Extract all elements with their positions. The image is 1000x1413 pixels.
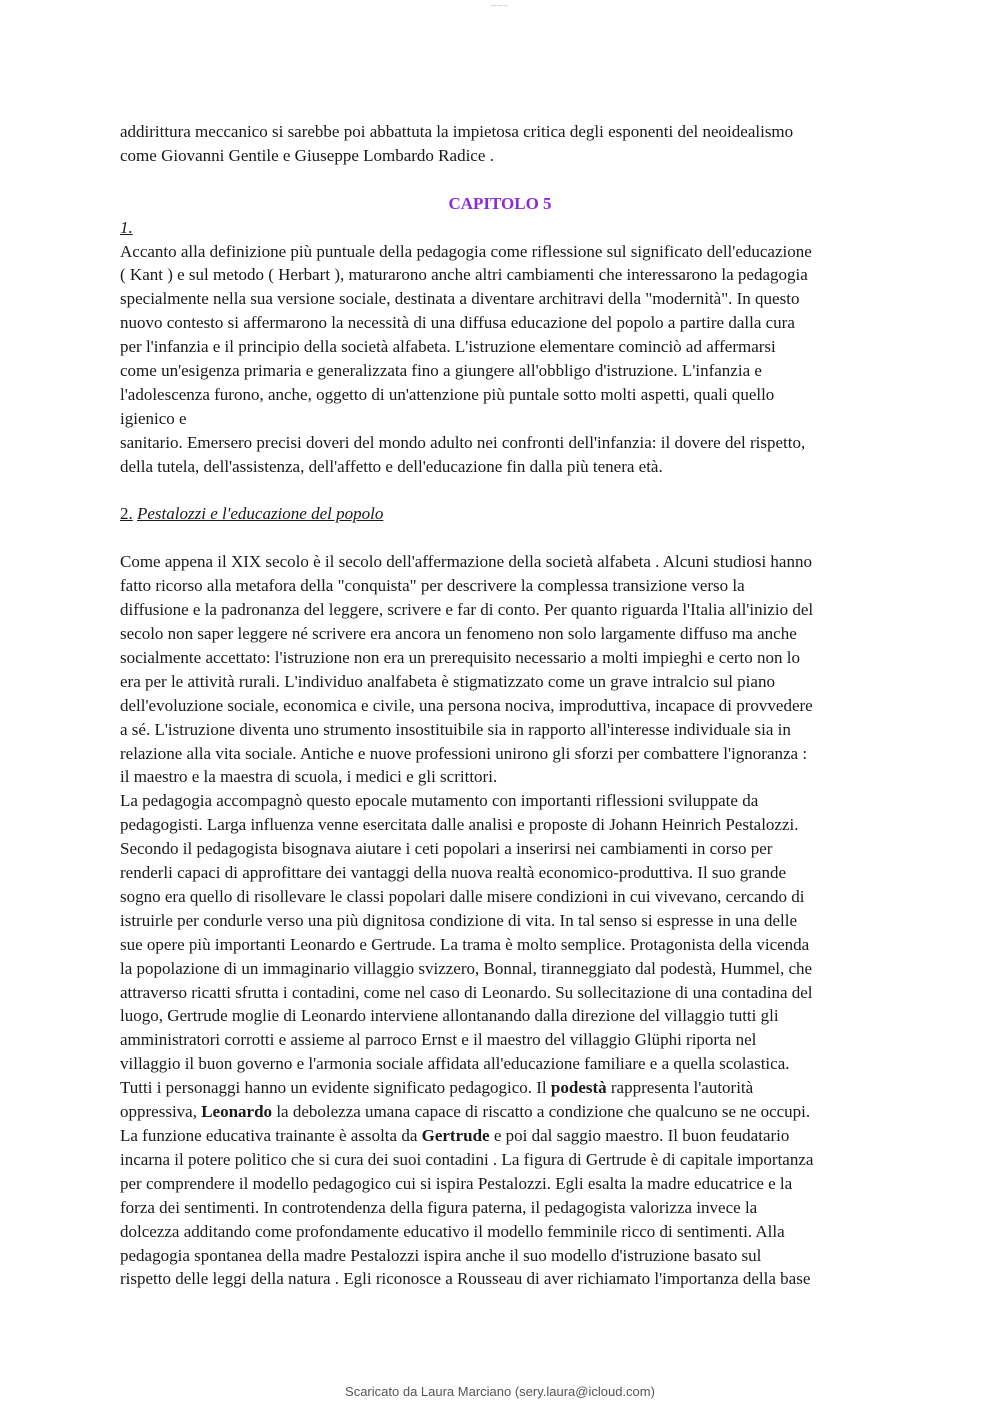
section-heading-number: 2. (120, 504, 133, 524)
text-line: La pedagogia accompagnò questo epocale mutamento con importanti riflessioni sviluppate da (120, 791, 759, 811)
text-line: Tutti i personaggi hanno un evidente significato pedagogico. Il podestà rappresenta l'autorità (120, 1078, 754, 1098)
text-line: Accanto alla definizione più puntuale della pedagogia come riflessione sul significato dell'educazione (120, 241, 812, 261)
section-heading-title: Pestalozzi e l'educazione del popolo (137, 504, 384, 524)
text-line: istruirle per condurle verso una più dignitosa condizione di vita. In tal senso si espresse in una delle (120, 910, 797, 930)
document-page (120, 120, 880, 1291)
text-line: socialmente accettato: l'istruzione non era un prerequisito necessario a molti impieghi e certo non lo (120, 647, 800, 667)
text-line: pedagogisti. Larga influenza venne esercitata dalle analisi e proposte di Johann Heinrich Pestalozzi. (120, 815, 799, 835)
chapter-title: CAPITOLO 5 (448, 193, 552, 213)
bold-term: podestà (550, 1078, 607, 1098)
text-line: villaggio il buon governo e l'armonia sociale affidata all'educazione familiare e a quella scolastica. (120, 1054, 790, 1074)
text-line: dell'evoluzione sociale, economica e civile, una persona nociva, improduttiva, incapace di provvedere (120, 695, 813, 715)
text-line: la popolazione di un immaginario villaggio svizzero, Bonnal, tiranneggiato dal podestà, Hummel, che (120, 958, 813, 978)
section-2-paragraph-1 (120, 550, 880, 789)
text-line: sanitario. Emersero precisi doveri del mondo adulto nei confronti dell'infanzia: il dovere del rispetto, (120, 432, 806, 452)
text-line: Secondo il pedagogista bisognava aiutare i ceti popolari a inserirsi nei cambiamenti in corso per (120, 839, 773, 859)
text-line: come un'esigenza primaria e generalizzata fino a giungere all'obbligo d'istruzione. L'infanzia e (120, 361, 762, 381)
text-line: della tutela, dell'assistenza, dell'affetto e dell'educazione fin dalla più tenera età. (120, 456, 663, 476)
text-line: era per le attività rurali. L'individuo analfabeta è stigmatizzato come un grave intralcio sul piano (120, 671, 775, 691)
bold-term: Leonardo (201, 1102, 273, 1122)
text-line: dolcezza additando come profondamente educativo il modello femminile ricco di sentimenti. Alla (120, 1221, 785, 1241)
text-line: incarna il potere politico che si cura dei suoi contadini . La figura di Gertrude è di capitale importanza (120, 1149, 814, 1169)
text-line: addirittura meccanico si sarebbe poi abbattuta la impietosa critica degli esponenti del neoidealismo (120, 122, 794, 141)
text-line: a sé. L'istruzione diventa uno strumento insostituibile sia in rapporto all'interesse individuale sia in (120, 719, 791, 739)
bold-term: Gertrude (421, 1126, 490, 1146)
text-line: rispetto delle leggi della natura . Egli riconosce a Rousseau di aver richiamato l'importanza della base (120, 1269, 811, 1289)
download-footer: Scaricato da Laura Marciano (sery.laura@icloud.com) (345, 1384, 655, 1399)
text-line: oppressiva, Leonardo la debolezza umana capace di riscatto a condizione che qualcuno se ne occupi. (120, 1102, 811, 1122)
text-line: per l'infanzia e il principio della società alfabeta. L'istruzione elementare cominciò ad affermarsi (120, 337, 776, 357)
text-line: diffusione e la padronanza del leggere, scrivere e far di conto. Per quanto riguarda l'Italia all'inizio del (120, 600, 814, 620)
text-line: nuovo contesto si affermarono la necessità di una diffusa educazione del popolo a partire dalla cura (120, 313, 795, 333)
text-line: forza dei sentimenti. In controtendenza della figura paterna, il pedagogista valorizza invece la (120, 1197, 758, 1217)
text-line: sue opere più importanti Leonardo e Gertrude. La trama è molto semplice. Protagonista della vicenda (120, 934, 810, 954)
text-line: amministratori corrotti e assieme al parroco Ernst e il maestro del villaggio Glüphi riporta nel (120, 1030, 757, 1050)
text-line: l'adolescenza furono, anche, oggetto di un'attenzione più puntale sotto molti aspetti, quali quello (120, 384, 775, 404)
text-line: Come appena il XIX secolo è il secolo dell'affermazione della società alfabeta . Alcuni studiosi hanno (120, 552, 812, 572)
text-line: per comprendere il modello pedagogico cui si ispira Pestalozzi. Egli esalta la madre educatrice e la (120, 1173, 793, 1193)
text-line: attraverso ricatti sfrutta i contadini, come nel caso di Leonardo. Su sollecitazione di una contadina del (120, 982, 813, 1002)
text-line: fatto ricorso alla metafora della "conquista" per descrivere la complessa transizione verso la (120, 576, 745, 596)
text-line: luogo, Gertrude moglie di Leonardo interviene allontanando dalla direzione del villaggio tutti gli (120, 1006, 779, 1026)
text-line: sogno era quello di risollevare le classi popolari dalle misere condizioni in cui vivevano, cercando di (120, 886, 805, 906)
section-heading (120, 502, 880, 526)
text-line: il maestro e la maestra di scuola, i medici e gli scrittori. (120, 767, 498, 787)
intro-paragraph (120, 120, 880, 168)
header-mark: ___ (490, 0, 510, 6)
text-line: pedagogia spontanea della madre Pestalozzi ispira anche il suo modello d'istruzione basato sul (120, 1245, 762, 1265)
section-1-paragraph (120, 240, 880, 479)
text-line: relazione alla vita sociale. Antiche e nuove professioni unirono gli sforzi per combattere l'ignoranza : (120, 743, 808, 763)
text-line: igienico e (120, 408, 187, 428)
text-line: ( Kant ) e sul metodo ( Herbart ), maturarono anche altri cambiamenti che interessarono la pedagogia (120, 265, 808, 285)
section-number: 1. (120, 217, 133, 237)
text-line: secolo non saper leggere né scrivere era ancora un fenomeno non solo largamente diffuso ma anche (120, 623, 797, 643)
text-line: specialmente nella sua versione sociale, destinata a diventare architravi della "modernità". In questo (120, 289, 800, 309)
section-2-paragraph-2 (120, 789, 880, 1291)
text-line: come Giovanni Gentile e Giuseppe Lombardo Radice . (120, 145, 494, 165)
text-line: La funzione educativa trainante è assolta da Gertrude e poi dal saggio maestro. Il buon feudatario (120, 1126, 790, 1146)
text-line: renderli capaci di approfittare dei vantaggi della nuova realtà economico-produttiva. Il suo grande (120, 863, 787, 883)
